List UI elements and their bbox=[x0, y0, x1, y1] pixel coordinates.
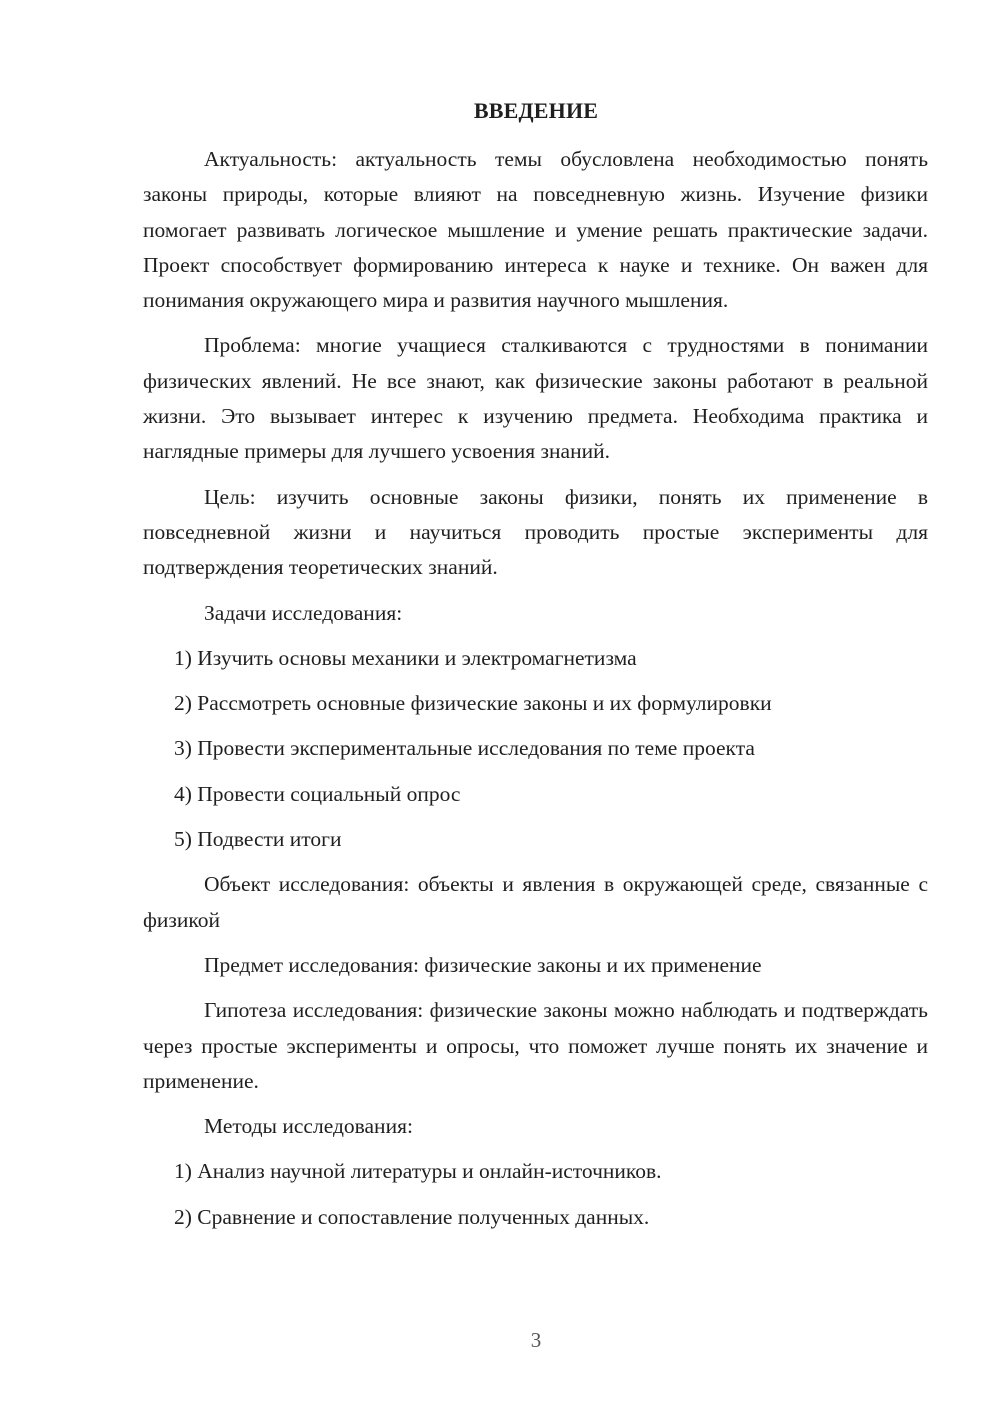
subject-paragraph: Предмет исследования: физические законы и их применение bbox=[204, 952, 762, 977]
problem-paragraph: Проблема: многие учащиеся сталкиваются с трудностями в понимании физических явлений. Не все знают, как физические законы работают в реальной жизни. Это вызывает интерес к изучению предмета. Необходима практика и наглядные примеры для лучшего усвоения знаний. bbox=[143, 333, 928, 464]
tasks-heading: Задачи исследования: bbox=[204, 600, 403, 625]
relevance-paragraph: Актуальность: актуальность темы обусловлена необходимостью понять законы природы, которые влияют на повседневную жизнь. Изучение физики помогает развивать логическое мышление и умение решать практические задачи. Проект способствует формированию интереса к науке и технике. Он важен для понимания окружающего мира и развития научного мышления. bbox=[143, 147, 928, 313]
goal-paragraph: Цель: изучить основные законы физики, понять их применение в повседневной жизни и научиться проводить простые эксперименты для подтверждения теоретических знаний. bbox=[143, 484, 928, 580]
page-number: 3 bbox=[530, 1328, 542, 1352]
method-item: 2) Сравнение и сопоставление полученных данных. bbox=[174, 1204, 650, 1229]
object-paragraph: Объект исследования: объекты и явления в окружающей среде, связанные с физикой bbox=[143, 872, 928, 932]
hypothesis-paragraph: Гипотеза исследования: физические законы можно наблюдать и подтверждать через простые эксперименты и опросы, что поможет лучше понять их значение и применение. bbox=[143, 998, 928, 1093]
task-item: 5) Подвести итоги bbox=[174, 827, 342, 852]
methods-heading: Методы исследования: bbox=[204, 1114, 413, 1139]
document-body bbox=[143, 142, 928, 1245]
page-title: ВВЕДЕНИЕ bbox=[473, 98, 599, 123]
task-item: 3) Провести экспериментальные исследования по теме проекта bbox=[174, 736, 755, 761]
method-item: 1) Анализ научной литературы и онлайн-источников. bbox=[174, 1159, 662, 1184]
task-item: 1) Изучить основы механики и электромагнетизма bbox=[174, 645, 637, 670]
task-item: 4) Провести социальный опрос bbox=[174, 781, 461, 806]
task-item: 2) Рассмотреть основные физические законы и их формулировки bbox=[174, 691, 772, 716]
